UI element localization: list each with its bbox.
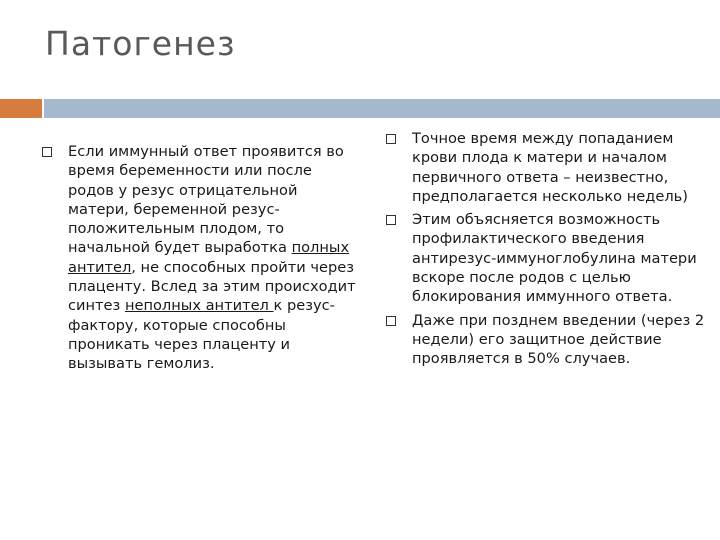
bullet-text: Этим объясняется возможность профилактического введения антирезус-иммуноглобулина матери вскоре после родов с целью блокирования иммунного ответа. (412, 211, 697, 306)
bullet-item (385, 311, 705, 369)
underlined-term: неполных антител (124, 297, 274, 315)
underlined-term: полных антител (68, 239, 350, 276)
bullet-text: к резус-фактору, которые способны проникать через плаценту и вызывать гемолиз. (68, 297, 335, 373)
square-bullet-icon (42, 147, 52, 157)
bullet-item (385, 129, 705, 206)
accent-bar-blue (44, 99, 720, 118)
accent-bar-orange (0, 99, 42, 118)
square-bullet-icon (386, 215, 396, 225)
square-bullet-icon (386, 134, 396, 144)
bullet-text: Если иммунный ответ проявится во время беременности или после родов у резус отрицательной матери, беременной резус-положительным плодом, то начальной будет выработка (68, 143, 344, 257)
bullet-text: Точное время между попаданием крови плода к матери и началом первичного ответа – неизвестно, предполагается несколько недель) (412, 130, 688, 205)
right-column (385, 129, 705, 373)
left-column (41, 142, 361, 378)
bullet-text: , не способных пройти через плаценту. Вслед за этим происходит синтез (68, 258, 356, 315)
bullet-text: Даже при позднем введении (через 2 недели) его защитное действие проявляется в 50% случаев. (412, 311, 705, 368)
square-bullet-icon (386, 316, 396, 326)
slide-title: Патогенез (45, 24, 236, 63)
bullet-item (385, 210, 705, 306)
bullet-item (41, 142, 361, 374)
